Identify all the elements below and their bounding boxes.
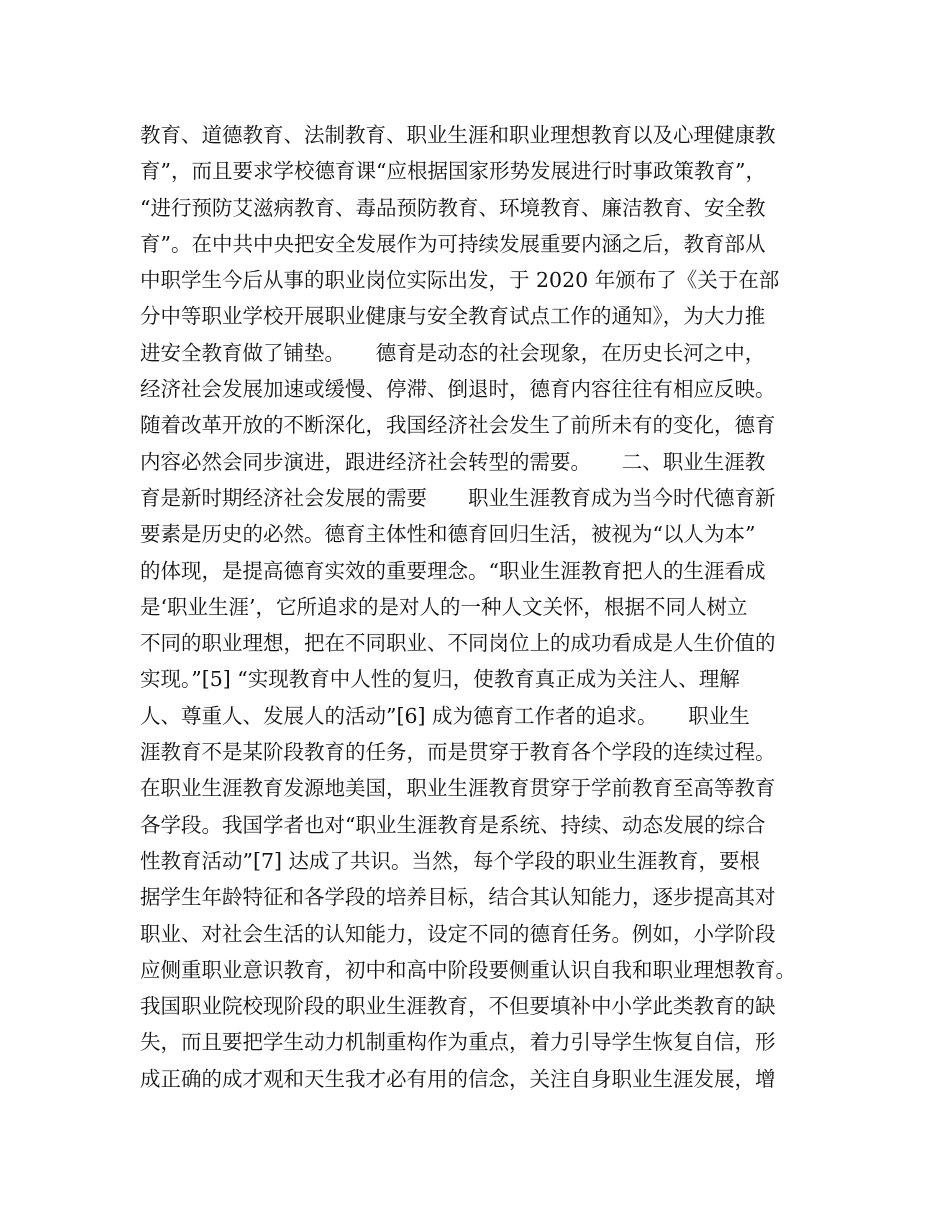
text-line: 内容必然会同步演进，跟进经济社会转型的需要。 二、职业生涯教 [140,449,766,474]
text-line: 分中等职业学校开展职业健康与安全教育试点工作的通知》，为大力推 [140,304,766,329]
text-line: 是‘职业生涯’，它所追求的是对人的一种人文关怀，根据不同人树立 [140,594,748,619]
text-line: 进安全教育做了铺垫。 德育是动态的社会现象，在历史长河之中， [140,340,766,365]
text-line: 不同的职业理想，把在不同职业、不同岗位上的成功看成是人生价值的 [140,631,776,656]
text-line: 经济社会发展加速或缓慢、停滞、倒退时，德育内容往往有相应反映。 [140,377,776,402]
text-line: 涯教育不是某阶段教育的任务，而是贯穿于教育各个学段的连续过程。 [140,740,776,765]
text-line: 随着改革开放的不断深化，我国经济社会发生了前所未有的变化，德育 [140,413,776,438]
text-line: 据学生年龄特征和各学段的培养目标，结合其认知能力，逐步提高其对 [140,885,776,910]
text-line: 在职业生涯教育发源地美国，职业生涯教育贯穿于学前教育至高等教育 [140,776,776,801]
text-line: 各学段。我国学者也对“职业生涯教育是系统、持续、动态发展的综合 [140,812,766,837]
text-line: 我国职业院校现阶段的职业生涯教育，不但要填补中小学此类教育的缺 [140,994,776,1019]
text-line: 育”。在中共中央把安全发展作为可持续发展重要内涵之后，教育部从 [140,231,766,256]
text-line: 人、尊重人、发展人的活动”[6] 成为德育工作者的追求。 职业生 [140,703,750,728]
text-line: 要素是历史的必然。德育主体性和德育回归生活，被视为“以人为本” [140,522,756,547]
text-line: 的体现，是提高德育实效的重要理念。“职业生涯教育把人的生涯看成 [140,558,766,583]
text-line: 职业、对社会生活的认知能力，设定不同的德育任务。例如，小学阶段 [140,921,776,946]
text-line: 育”，而且要求学校德育课“应根据国家形势发展进行时事政策教育”， [140,159,766,184]
body-text [140,117,830,1097]
text-line: 失，而且要把学生动力机制重构作为重点，着力引导学生恢复自信，形 [140,1030,776,1055]
text-line: 应侧重职业意识教育，初中和高中阶段要侧重认识自我和职业理想教育。 [140,957,796,982]
text-line: “进行预防艾滋病教育、毒品预防教育、环境教育、廉洁教育、安全教 [140,195,766,220]
text-line: 中职学生今后从事的职业岗位实际出发，于 2020 年颁布了《关于在部 [140,268,780,293]
text-line: 育是新时期经济社会发展的需要 职业生涯教育成为当今时代德育新 [140,485,776,510]
text-line: 成正确的成才观和天生我才必有用的信念，关注自身职业生涯发展，增 [140,1066,776,1091]
text-line: 教育、道德教育、法制教育、职业生涯和职业理想教育以及心理健康教 [140,123,776,147]
text-line: 性教育活动”[7] 达成了共识。当然，每个学段的职业生涯教育，要根 [140,848,761,873]
text-line: 实现。”[5] “实现教育中人性的复归，使教育真正成为关注人、理解 [140,667,740,692]
